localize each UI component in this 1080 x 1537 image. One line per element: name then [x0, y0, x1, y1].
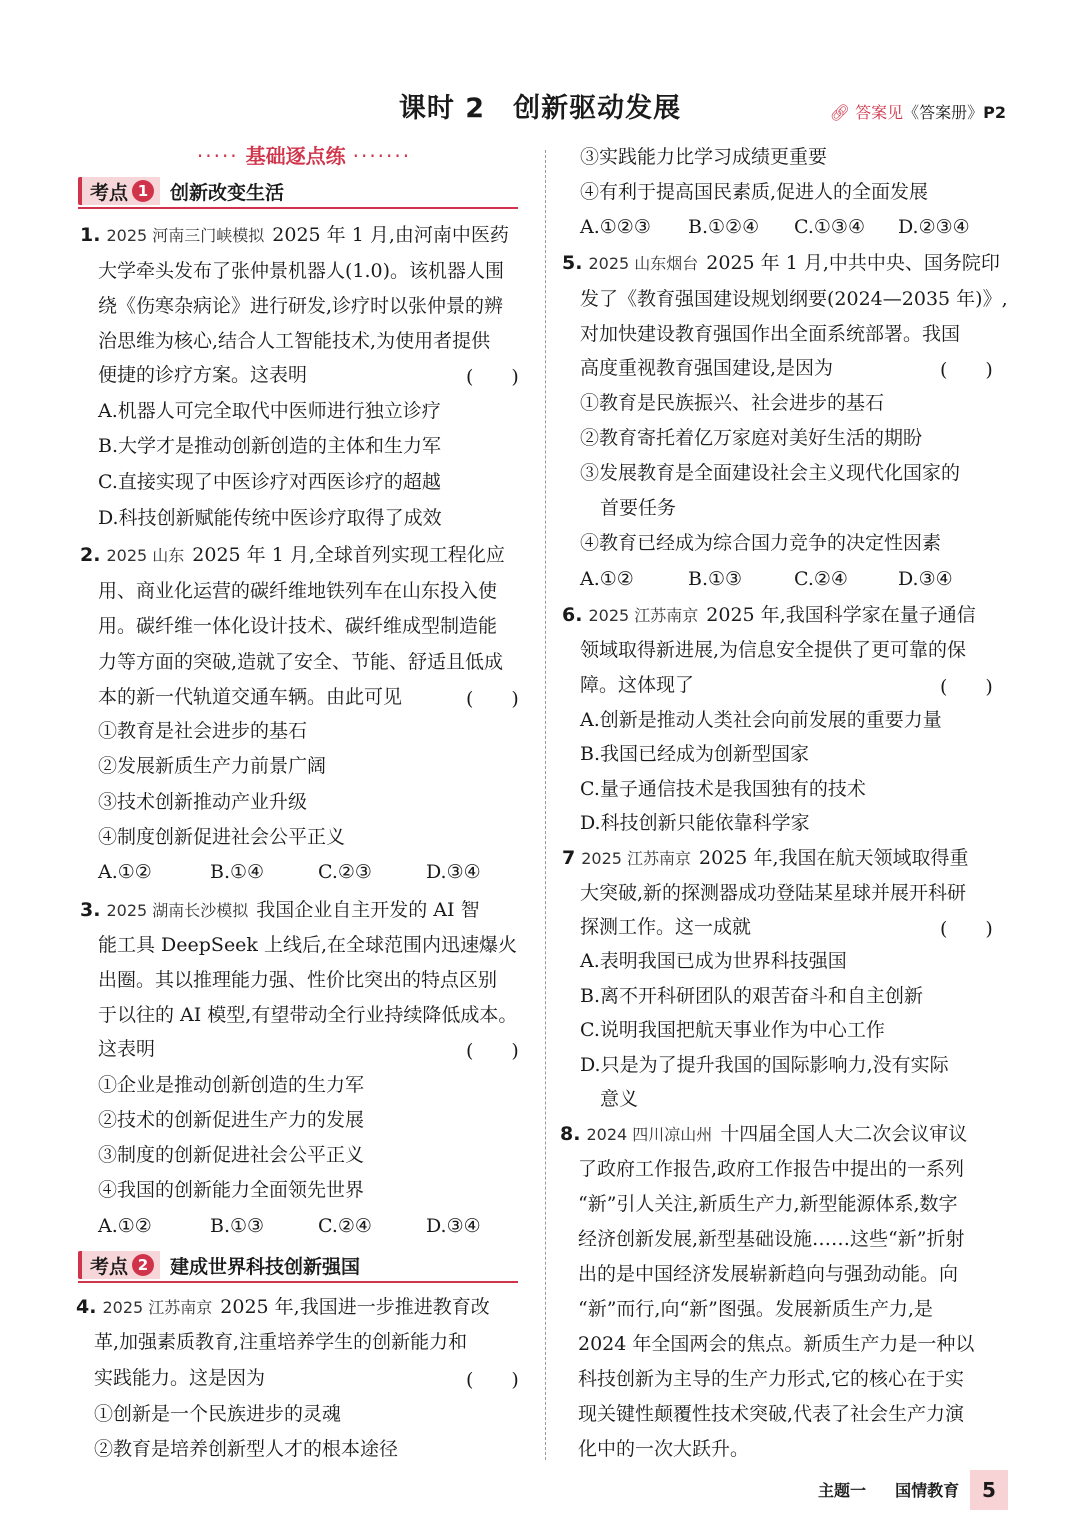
statement-item: ②教育是培养创新型人才的根本途径	[94, 1438, 399, 1460]
question-2-line: 用。碳纤维一体化设计技术、碳纤维成型制造能	[98, 615, 498, 637]
statement-item: ②技术的创新促进生产力的发展	[98, 1109, 365, 1131]
answer-blank[interactable]: ( )	[466, 1040, 519, 1062]
answer-page: P2	[983, 103, 1006, 122]
statement-item: ①教育是社会进步的基石	[98, 720, 308, 742]
statement-item: ①创新是一个民族进步的灵魂	[94, 1403, 342, 1425]
question-2-line: 本的新一代轨道交通车辆。由此可见	[98, 686, 403, 708]
statement-item: ①教育是民族振兴、社会进步的基石	[580, 392, 885, 414]
kaodian-1-name: 创新改变生活	[170, 181, 285, 204]
question-5-line: 发了《教育强国建设规划纲要(2024—2035 年)》,	[580, 288, 1008, 310]
choice-d[interactable]: D.③④	[426, 861, 481, 883]
option-b[interactable]: B.大学才是推动创新创造的主体和生力军	[98, 435, 442, 457]
kaodian-number-badge: 1	[132, 180, 154, 202]
option-b[interactable]: B.我国已经成为创新型国家	[580, 743, 810, 765]
question-8-line: 出的是中国经济发展崭新趋向与强劲动能。向	[578, 1263, 959, 1285]
question-8-line: 科技创新为主导的生产力形式,它的核心在于实	[578, 1368, 965, 1390]
question-8-line: 化中的一次大跃升。	[578, 1438, 750, 1460]
question-1-line: 治思维为核心,结合人工智能技术,为使用者提供	[98, 330, 491, 352]
question-2-line: 力等方面的突破,造就了安全、节能、舒适且低成	[98, 651, 504, 673]
choice-b[interactable]: B.①④	[210, 861, 265, 883]
statement-item: ③发展教育是全面建设社会主义现代化国家的	[580, 462, 961, 484]
option-d-continued: 意义	[600, 1088, 639, 1110]
choice-d[interactable]: D.③④	[898, 568, 953, 590]
option-c[interactable]: C.说明我国把航天事业作为中心工作	[580, 1019, 885, 1041]
option-a[interactable]: A.创新是推动人类社会向前发展的重要力量	[580, 709, 942, 731]
question-6-line: 领域取得新进展,为信息安全提供了更可靠的保	[580, 639, 967, 661]
question-8-line: “新”而行,向“新”图强。发展新质生产力,是	[578, 1298, 933, 1320]
choice-a[interactable]: A.①②	[98, 1215, 152, 1237]
option-a[interactable]: A.机器人可完全取代中医师进行独立诊疗	[98, 400, 441, 422]
choice-row	[98, 1209, 481, 1243]
choice-c[interactable]: C.②④	[794, 568, 848, 590]
question-3-line: 这表明	[98, 1038, 156, 1060]
question-5-line: 高度重视教育强国建设,是因为	[580, 357, 834, 379]
option-c[interactable]: C.量子通信技术是我国独有的技术	[580, 778, 866, 800]
section-title-text: 基础逐点练	[245, 144, 346, 168]
statement-item: ②发展新质生产力前景广阔	[98, 755, 327, 777]
statement-item: ③技术创新推动产业升级	[98, 791, 308, 813]
question-4-line: 实践能力。这是因为	[94, 1367, 266, 1389]
statement-item: ③实践能力比学习成绩更重要	[580, 146, 828, 168]
choice-d[interactable]: D.②③④	[898, 216, 970, 238]
kaodian-2-name: 建成世界科技创新强国	[170, 1255, 361, 1278]
choice-c[interactable]: C.②③	[318, 861, 372, 883]
question-8-line: “新”引人关注,新质生产力,新型能源体系,数字	[578, 1193, 958, 1215]
answer-blank[interactable]: ( )	[940, 918, 993, 940]
question-8-line-0: 8. 2024 四川凉山州 十四届全国人大二次会议审议	[560, 1123, 968, 1145]
question-1-line: 绕《伤寒杂病论》进行研发,诊疗时以张仲景的辨	[98, 295, 504, 317]
statement-item: ④教育已经成为综合国力竞争的决定性因素	[580, 532, 942, 554]
option-d[interactable]: D.科技创新只能依靠科学家	[580, 812, 810, 834]
question-5-line: 对加快建设教育强国作出全面系统部署。我国	[580, 323, 961, 345]
choice-b[interactable]: B.①③	[688, 568, 743, 590]
answer-ref-label: 答案见	[855, 103, 904, 122]
question-3-line: 出圈。其以推理能力强、性价比突出的特点区别	[98, 969, 498, 991]
section-title: ····· 基础逐点练 ·······	[196, 144, 412, 168]
choice-row	[580, 562, 953, 596]
answer-book: 《答案册》	[903, 103, 984, 122]
column-divider	[545, 150, 546, 1460]
choice-c[interactable]: C.②④	[318, 1215, 372, 1237]
choice-a[interactable]: A.①②	[98, 861, 152, 883]
statement-item: ②教育寄托着亿万家庭对美好生活的期盼	[580, 427, 923, 449]
choice-b[interactable]: B.①②④	[688, 216, 760, 238]
choice-d[interactable]: D.③④	[426, 1215, 481, 1237]
option-d[interactable]: D.科技创新赋能传统中医诊疗取得了成效	[98, 507, 442, 529]
footer-topic: 国情教育	[895, 1481, 960, 1500]
question-8-line: 了政府工作报告,政府工作报告中提出的一系列	[578, 1158, 965, 1180]
question-1-line: 便捷的诊疗方案。这表明	[98, 364, 308, 386]
kaodian-2-header: 考点 2 建成世界科技创新强国	[78, 1250, 518, 1280]
page-footer	[818, 1478, 959, 1501]
answer-blank[interactable]: ( )	[466, 1369, 519, 1391]
question-1-line-0: 1. 2025 河南三门峡模拟 2025 年 1 月,由河南中医药	[80, 224, 509, 246]
kaodian-number-badge: 2	[132, 1254, 154, 1276]
question-7-line: 探测工作。这一成就	[580, 916, 752, 938]
question-8-line: 经济创新发展,新型基础设施……这些“新”折射	[578, 1228, 965, 1250]
choice-a[interactable]: A.①②	[580, 568, 634, 590]
answer-reference[interactable]	[830, 100, 1006, 123]
question-2-line-0: 2. 2025 山东 2025 年 1 月,全球首列实现工程化应	[80, 544, 505, 566]
question-4-line-0: 4. 2025 江苏南京 2025 年,我国进一步推进教育改	[76, 1296, 490, 1318]
answer-blank[interactable]: ( )	[466, 366, 519, 388]
question-4-line: 革,加强素质教育,注重培养学生的创新能力和	[94, 1331, 468, 1353]
question-8-line: 现关键性颠覆性技术突破,代表了社会生产力演	[578, 1403, 965, 1425]
choice-c[interactable]: C.①③④	[794, 216, 865, 238]
question-3-line: 能工具 DeepSeek 上线后,在全球范围内迅速爆火	[98, 934, 518, 956]
question-2-line: 用、商业化运营的碳纤维地铁列车在山东投入使	[98, 580, 498, 602]
statement-item: ④制度创新促进社会公平正义	[98, 826, 346, 848]
choice-row	[580, 210, 970, 244]
question-7-line: 大突破,新的探测器成功登陆某星球并展开科研	[580, 882, 967, 904]
statement-item: ①企业是推动创新创造的生力军	[98, 1074, 365, 1096]
answer-blank[interactable]: ( )	[940, 676, 993, 698]
question-3-line: 于以往的 AI 模型,有望带动全行业持续降低成本。	[98, 1004, 518, 1026]
footer-theme: 主题一	[818, 1481, 867, 1500]
choice-b[interactable]: B.①③	[210, 1215, 265, 1237]
kaodian-1-header: 考点 1 创新改变生活	[78, 176, 518, 206]
option-c[interactable]: C.直接实现了中医诊疗对西医诊疗的超越	[98, 471, 441, 493]
question-6-line-0: 6. 2025 江苏南京 2025 年,我国科学家在量子通信	[562, 604, 976, 626]
choice-a[interactable]: A.①②③	[580, 216, 651, 238]
answer-blank[interactable]: ( )	[466, 688, 519, 710]
statement-item: ③制度的创新促进社会公平正义	[98, 1144, 365, 1166]
link-icon: 🔗︎	[829, 103, 851, 122]
question-3-line-0: 3. 2025 湖南长沙模拟 我国企业自主开发的 AI 智	[80, 899, 480, 921]
option-d[interactable]: D.只是为了提升我国的国际影响力,没有实际	[580, 1054, 949, 1076]
statement-item: ④有利于提高国民素质,促进人的全面发展	[580, 181, 929, 203]
statement-item: 首要任务	[600, 497, 677, 519]
answer-blank[interactable]: ( )	[940, 359, 993, 381]
lesson-title: 课时 2 创新驱动发展	[398, 93, 682, 124]
choice-row	[98, 855, 481, 889]
question-5-line-0: 5. 2025 山东烟台 2025 年 1 月,中共中央、国务院印	[562, 252, 1000, 274]
question-7-line-0: 7 2025 江苏南京 2025 年,我国在航天领域取得重	[562, 847, 969, 869]
page-number: 5	[970, 1470, 1008, 1510]
option-b[interactable]: B.离不开科研团队的艰苦奋斗和自主创新	[580, 985, 924, 1007]
question-8-line: 2024 年全国两会的焦点。新质生产力是一种以	[578, 1333, 975, 1355]
statement-item: ④我国的创新能力全面领先世界	[98, 1179, 365, 1201]
option-a[interactable]: A.表明我国已成为世界科技强国	[580, 950, 847, 972]
question-6-line: 障。这体现了	[580, 674, 695, 696]
question-1-line: 大学牵头发布了张仲景机器人(1.0)。该机器人围	[98, 260, 505, 282]
